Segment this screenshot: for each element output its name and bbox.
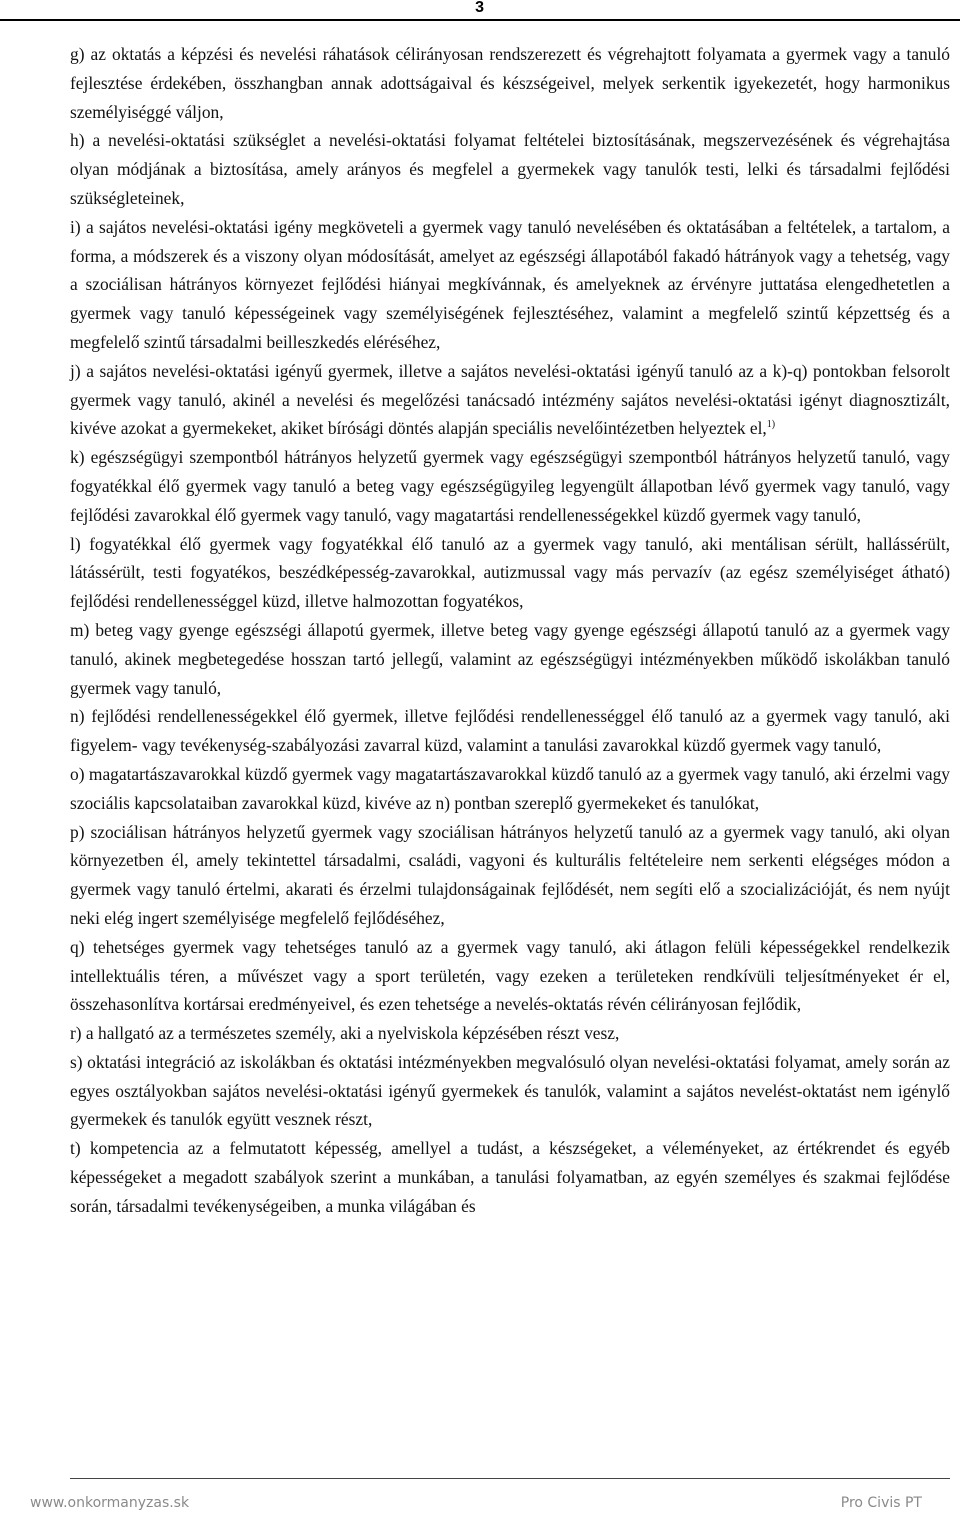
- paragraph-n: n) fejlődési rendellenességekkel élő gyermek, illetve fejlődési rendellenességgel élő tanuló az a gyermek vagy tanuló, aki figyelem- vagy tevékenység-szabályozási zavarral küzd, valamint a tanulási zavarokkal küzdő gyermek vagy tanuló,: [70, 706, 950, 756]
- paragraph-l: l) fogyatékkal élő gyermek vagy fogyatékkal élő tanuló az a gyermek vagy tanuló, aki mentálisan sérült, hallássérült, látássérült, testi fogyatékos, beszédképesség-zavarokkal, autizmussal vagy más pervazív (az egész személyiséget átható) fejlődési rendellenességgel küzd, illetve halmozottan fogyatékos,: [70, 533, 950, 612]
- paragraph-o: o) magatartászavarokkal küzdő gyermek vagy magatartászavarokkal küzdő tanuló az a gyermek vagy tanuló, aki érzelmi vagy szociális kapcsolataiban zavarokkal küzd, kivéve az n) pontban szereplő gyermekeket és tanulókat,: [70, 763, 950, 813]
- paragraph-h: h) a nevelési-oktatási szükséglet a nevelési-oktatási folyamat feltételei biztosításának, megszervezésének és végrehajtása olyan módjának a biztosítása, amely arányos és megfelel a gyermekek vagy tanulók testi, lelki és társadalmi fejlődési szükségleteinek,: [70, 130, 950, 208]
- paragraph-r: r) a hallgató az a természetes személy, aki a nyelviskola képzésében részt vesz,: [70, 1023, 620, 1044]
- document-body: [70, 40, 950, 1221]
- page-footer: [30, 1495, 922, 1511]
- paragraph-i: i) a sajátos nevelési-oktatási igény megköveteli a gyermek vagy tanuló nevelésében és oktatásában a feltételek, a tartalom, a forma, a módszerek és a viszony olyan módosítását, amelyet az egészségi állapotából fakadó hátrányok vagy a tehetség, vagy a szociálisan hátrányos környezet fejlődési hiányai megkívánnak, és amelyeknek az érvényre juttatása elengedhetetlen a gyermek vagy tanuló képességeinek vagy személyiségének fejlesztéséhez, valamint a megfelelő szintű képzettség és a megfelelő szintű társadalmi beilleszkedés eléréséhez,: [70, 216, 950, 352]
- paragraph-m: m) beteg vagy gyenge egészségi állapotú gyermek, illetve beteg vagy gyenge egészségi állapotú tanuló az a gyermek vagy tanuló, akinek megbetegedése hosszan tartó jellegű, valamint az egészségügyi intézményekben működő iskolákban tanuló gyermek vagy tanuló,: [70, 619, 950, 698]
- page-number: 3: [475, 0, 484, 16]
- paragraph-q: q) tehetséges gyermek vagy tehetséges tanuló az a gyermek vagy tanuló, aki átlagon felüli képességekkel rendelkezik intellektuális téren, a művészet vagy a sport területén, vagy ezeken a területeken rendkívüli teljesítményeket ér el, összehasonlítva kortársai eredményeivel, és ezen tehetsége a nevelés-oktatás révén célirányosan fejlődik,: [70, 936, 950, 1015]
- paragraph-j: [70, 357, 950, 443]
- paragraph-t: t) kompetencia az a felmutatott képesség, amellyel a tudást, a készségeket, a véleményeket, az értékrendet és egyéb képességeket a megadott szabályok szerint a munkában, a tanulási folyamatban, az egyén személyes és szakmai fejlődése során, társadalmi tevékenységeiben, a munka világában és: [70, 1138, 950, 1216]
- paragraph-g: g) az oktatás a képzési és nevelési ráhatások célirányosan rendszerezett és végrehajtott folyamata a gyermek vagy a tanuló fejlesztése érdekében, összhangban annak adottságaival és készségeivel, melyek serkentik igyekezetét, hogy harmonikus személyiséggé váljon,: [70, 44, 950, 122]
- footer-website: www.onkormanyzas.sk: [30, 1495, 190, 1511]
- paragraph-p: p) szociálisan hátrányos helyzetű gyermek vagy szociálisan hátrányos helyzetű tanuló az a gyermek vagy tanuló, aki olyan környezetben él, amely tekintettel társadalmi, családi, vagyoni és kulturális feltételeire nem serkenti elégséges módon a gyermek vagy tanuló értelmi, akarati és érzelmi tulajdonságainak fejlődését, nem segíti elő a szocializációját, és nem nyújt neki elég ingert személyisége megfelelő fejlődéséhez,: [70, 821, 950, 928]
- footer-publisher: Pro Civis PT: [840, 1495, 922, 1511]
- footer-rule: [70, 1478, 950, 1479]
- paragraph-s: s) oktatási integráció az iskolákban és oktatási intézményekben megvalósuló olyan nevelési-oktatási folyamat, amely során az egyes osztályokban sajátos nevelési-oktatási igényű gyermekek és tanulók, valamint a sajátos nevelést-oktatást nem igénylő gyermekek és tanulók együtt vesznek részt,: [70, 1051, 950, 1130]
- paragraph-k: k) egészségügyi szempontból hátrányos helyzetű gyermek vagy egészségügyi szempontból hátrányos helyzetű tanuló, vagy fogyatékkal élő gyermek vagy tanuló a beteg vagy egészségügyileg legyengült állapotban lévő gyermek vagy tanuló, vagy fejlődési zavarokkal élő gyermek vagy tanuló, vagy magatartási rendellenességekkel küzdő gyermek vagy tanuló,: [70, 447, 950, 525]
- footnote-marker: 1): [766, 419, 776, 431]
- paragraph-j-text: j) a sajátos nevelési-oktatási igényű gyermek, illetve a sajátos nevelési-oktatási igényű tanuló az a k)-q) pontokban felsorolt gyermek vagy tanuló, akinél a nevelési és megelőzési tanácsadó intézmény sajátos nevelési-oktatási igényt diagnosztizált, kivéve azokat a gyermekeket, akiket bírósági döntés alapján speciális nevelőintézetben helyeztek el,: [70, 360, 950, 439]
- header-rule: [0, 19, 960, 21]
